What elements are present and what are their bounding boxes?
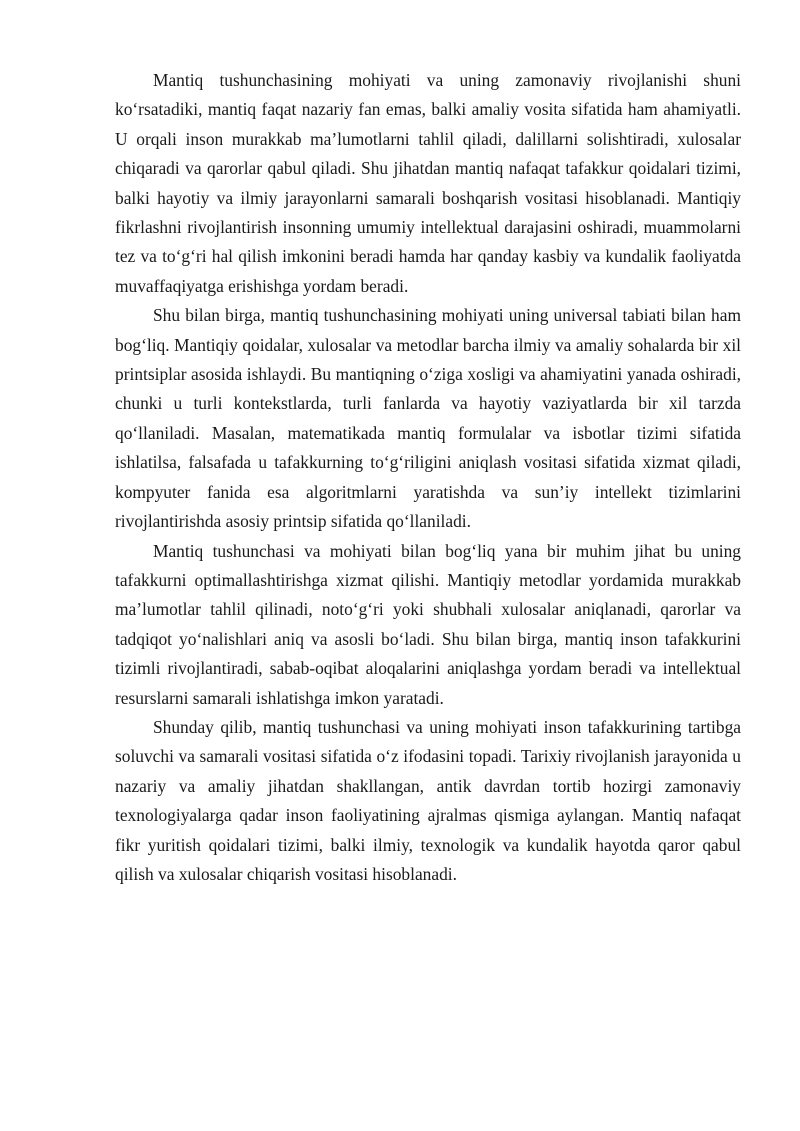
paragraph-1: Mantiq tushunchasining mohiyati va uning zamonaviy rivojlanishi shuni ko‘rsatadiki, mantiq faqat nazariy fan emas, balki amaliy vosita sifatida ham ahamiyatli. U orqali inson murakkab ma’lumotlarni tahlil qiladi, dalillarni solishtiradi, xulosalar chiqaradi va qarorlar qabul qiladi. Shu jihatdan mantiq nafaqat tafakkur qoidalari tizimi, balki hayotiy va ilmiy jarayonlarni samarali boshqarish vositasi hisoblanadi. Mantiqiy fikrlashni rivojlantirish insonning umumiy intellektual darajasini oshiradi, muammolarni tez va to‘g‘ri hal qilish imkonini beradi hamda har qanday kasbiy va kundalik faoliyatda muvaffaqiyatga erishishga yordam beradi. xyxy=(115,70,741,296)
document-page xyxy=(115,66,741,889)
paragraph-4: Shunday qilib, mantiq tushunchasi va uning mohiyati inson tafakkurining tartibga soluvchi va samarali vositasi sifatida o‘z ifodasini topadi. Tarixiy rivojlanish jarayonida u nazariy va amaliy jihatdan shakllangan, antik davrdan tortib hozirgi zamonaviy texnologiyalarga qadar inson faoliyatining ajralmas qismiga aylangan. Mantiq nafaqat fikr yuritish qoidalari tizimi, balki ilmiy, texnologik va kundalik hayotda qaror qabul qilish va xulosalar chiqarish vositasi hisoblanadi. xyxy=(115,716,741,884)
paragraph-3: Mantiq tushunchasi va mohiyati bilan bog‘liq yana bir muhim jihat bu uning tafakkurni optimallashtirishga xizmat qilishi. Mantiqiy metodlar yordamida murakkab ma’lumotlar tahlil qilinadi, noto‘g‘ri yoki shubhali xulosalar aniqlanadi, qarorlar va tadqiqot yo‘nalishlari aniq va asosli bo‘ladi. Shu bilan birga, mantiq inson tafakkurini tizimli rivojlantiradi, sabab-oqibat aloqalarini aniqlashga yordam beradi va intellektual resurslarni samarali ishlatishga imkon yaratadi. xyxy=(115,540,741,708)
paragraph-2: Shu bilan birga, mantiq tushunchasining mohiyati uning universal tabiati bilan ham bog‘liq. Mantiqiy qoidalar, xulosalar va metodlar barcha ilmiy va amaliy sohalarda bir xil printsiplar asosida ishlaydi. Bu mantiqning o‘ziga xosligi va ahamiyatini yanada oshiradi, chunki u turli kontekstlarda, turli fanlarda va hayotiy vaziyatlarda bir xil tarzda qo‘llaniladi. Masalan, matematikada mantiq formulalar va isbotlar tizimi sifatida ishlatilsa, falsafada u tafakkurning to‘g‘riligini aniqlash vositasi sifatida xizmat qiladi, kompyuter fanida esa algoritmlarni yaratishda va sun’iy intellekt tizimlarini rivojlantirishda asosiy printsip sifatida qo‘llaniladi. xyxy=(115,305,741,532)
